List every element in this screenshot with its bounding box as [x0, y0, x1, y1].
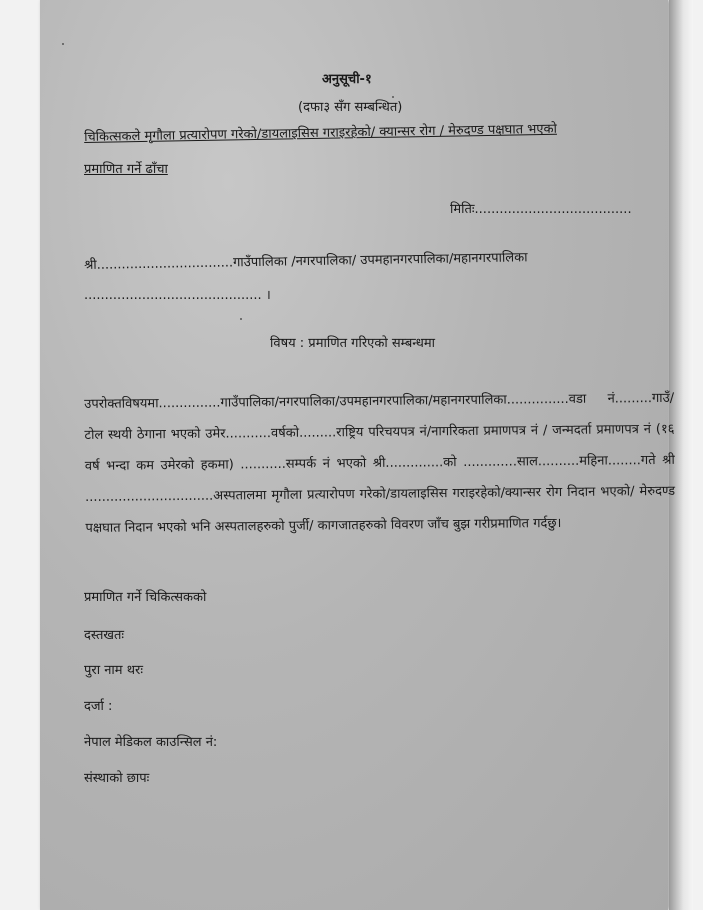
designation-field: दर्जा : — [84, 699, 113, 714]
schedule-title: अनुसूची-१ — [322, 72, 372, 87]
scan-speck — [392, 96, 394, 98]
nmc-number-field: नेपाल मेडिकल काउन्सिल नं: — [84, 735, 218, 750]
subject-line: विषय : प्रमाणित गरिएको सम्बन्धमा — [270, 336, 435, 351]
scan-speck — [240, 318, 242, 320]
full-name-field: पुरा नाम थरः — [84, 663, 143, 678]
body-paragraph: उपरोक्तविषयमा...............गाउँपालिका/नगरपालिका/उपमहानगरपालिका/महानगरपालिका...............वडा नं.........गाउँ/टोल स्थयी ठेगाना भएको उमेर...........वर्षको.........राष्ट्रिय परिचयपत्र नं/नागरिकता प्रमाणपत्र नं / जन्मदर्ता प्रमाणपत्र नं (१६ वर्ष भन्दा कम उमेरको हकमा) ...........सम्पर्क नं भएको श्री..............को .............साल..........महिना........गते श्री ...............................अस्पतालमा मृगौला प्रत्यारोपण गरेको/डायलाइसिस गराइरहेको/क्यान्सर रोग निदान भएको/ मेरुदण्ड पक्षघात निदान भएको भनि अस्पतालहरुको पुर्जी/ कागजातहरुको विवरण जाँच बुझ गरीप्रमाणित गर्दछु। — [84, 390, 676, 536]
signature-field: दस्तखतः — [84, 628, 125, 643]
scan-speck — [62, 43, 64, 45]
addressee-line2: ........................................... । — [84, 288, 271, 303]
signature-heading: प्रमाणित गर्ने चिकित्सकको — [84, 590, 207, 605]
addressee-line1: श्री.................................गाउँपालिका /नगरपालिका/ उपमहानगरपालिका/महानगरपालिका — [84, 250, 528, 273]
form-title-line1: चिकित्सकले मृगौला प्रत्यारोपण गरेको/डायलाइसिस गराइरहेको/ क्यान्सर रोग / मेरुदण्ड पक्षघात भएको — [84, 121, 558, 145]
institution-stamp-field: संस्थाको छापः — [84, 771, 150, 786]
section-reference: (दफा३ सँग सम्बन्धित) — [298, 100, 403, 115]
form-title-line2: प्रमाणित गर्ने ढाँचा — [84, 162, 168, 177]
date-field: मितिः...................................... — [450, 202, 632, 217]
